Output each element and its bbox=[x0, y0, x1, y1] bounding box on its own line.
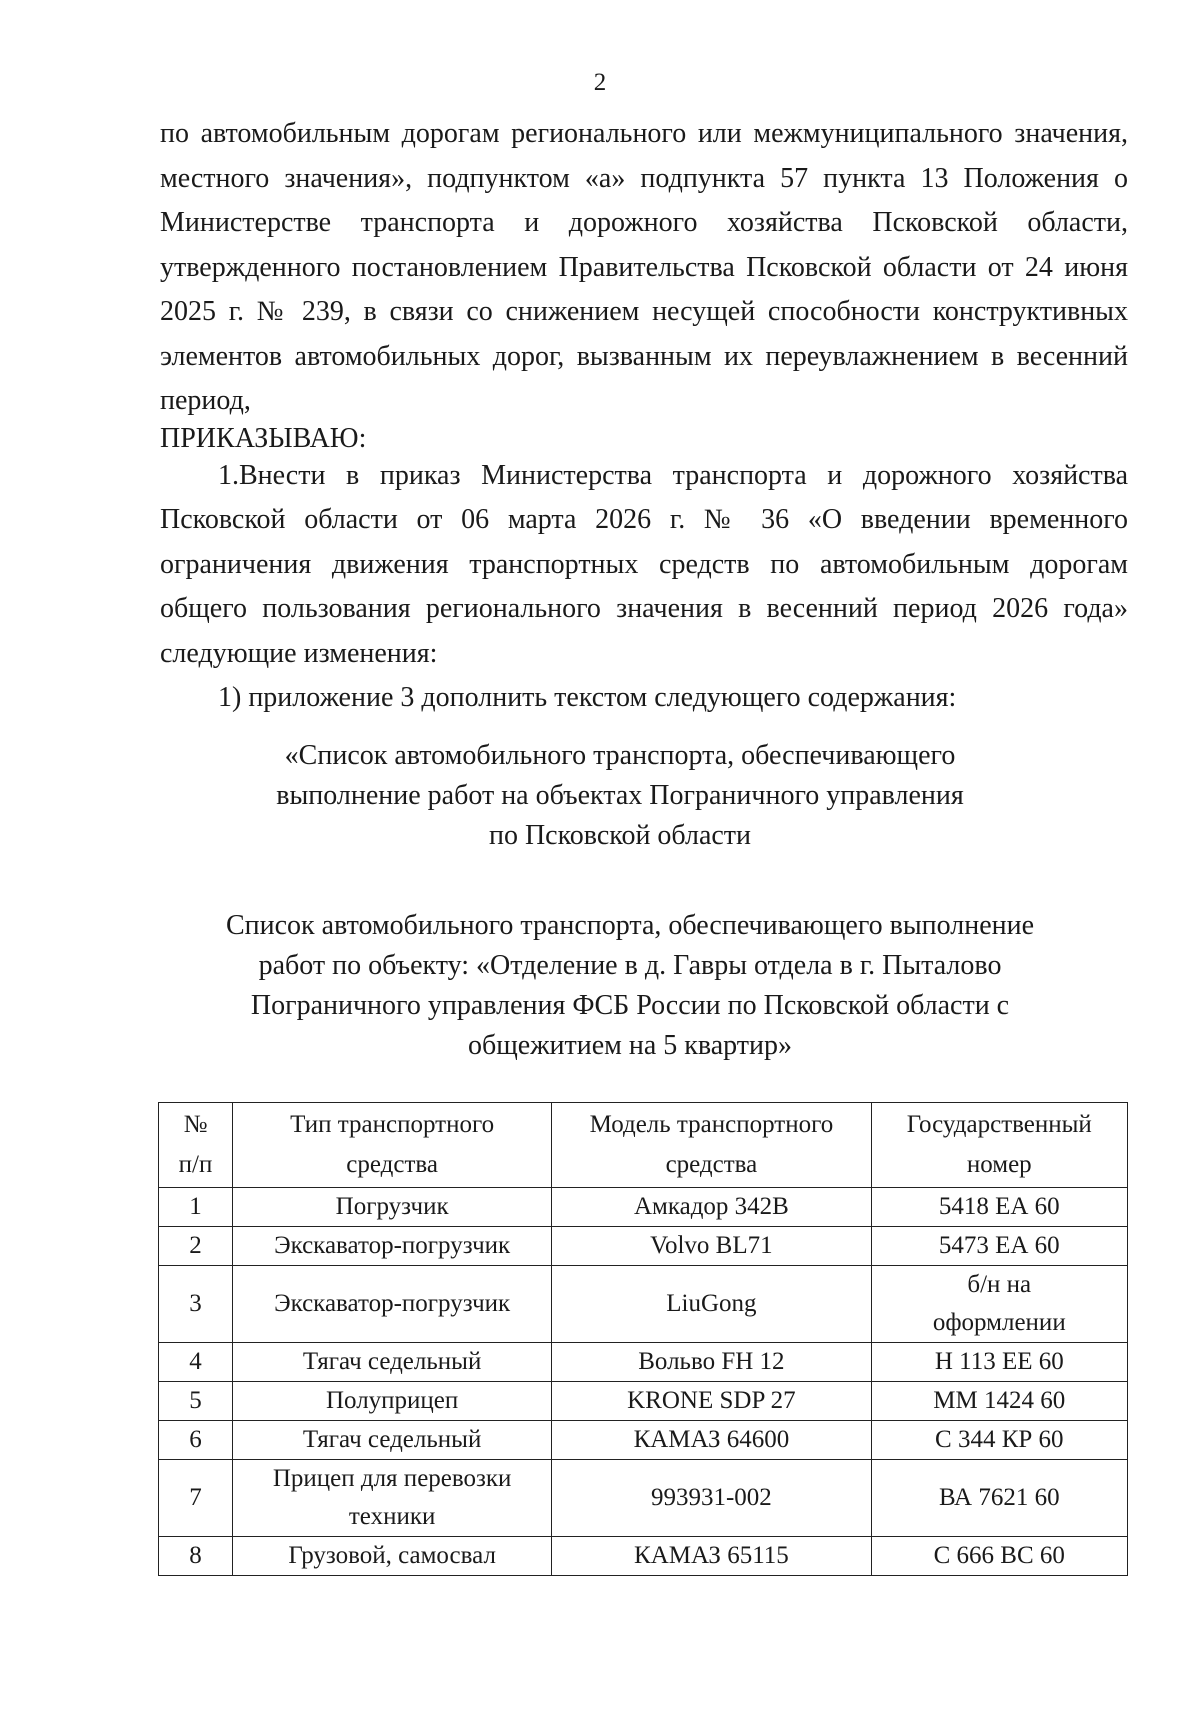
table-row bbox=[159, 1382, 1128, 1421]
cell-model: Амкадор 342В bbox=[552, 1188, 871, 1227]
table-row bbox=[159, 1227, 1128, 1266]
cell-number: 4 bbox=[159, 1343, 233, 1382]
cell-model: Volvo BL71 bbox=[552, 1227, 871, 1266]
header-text: Модель транспортного bbox=[589, 1111, 834, 1138]
table-row bbox=[159, 1421, 1128, 1460]
cell-type: Полуприцеп bbox=[232, 1382, 551, 1421]
cell-plate-line: б/н на bbox=[967, 1271, 1032, 1298]
header-vehicle-type bbox=[232, 1103, 551, 1188]
cell-plate: 5418 ЕА 60 bbox=[871, 1188, 1127, 1227]
header-text: средства bbox=[665, 1151, 758, 1178]
cell-plate: ММ 1424 60 bbox=[871, 1382, 1127, 1421]
order-body bbox=[160, 112, 1128, 721]
order-item-1: 1.Внести в приказ Министерства транспорта и дорожного хозяйства Псковской области от 06 марта 2026 г. № 36 «О введении временного ограничения движения транспортных средств по автомобильным дорогам общего пользования регионального значения в весенний период 2026 года» следующие изменения: bbox=[160, 459, 1128, 669]
cell-number: 8 bbox=[159, 1537, 233, 1576]
cell-plate: ВА 7621 60 bbox=[871, 1460, 1127, 1537]
cell-type bbox=[232, 1460, 551, 1537]
cell-type: Тягач седельный bbox=[232, 1343, 551, 1382]
header-vehicle-model bbox=[552, 1103, 871, 1188]
cell-model: LiuGong bbox=[552, 1266, 871, 1343]
cell-type: Тягач седельный bbox=[232, 1421, 551, 1460]
table-row bbox=[159, 1266, 1128, 1343]
cell-plate: С 666 ВС 60 bbox=[871, 1537, 1127, 1576]
cell-plate: Н 113 ЕЕ 60 bbox=[871, 1343, 1127, 1382]
cell-type: Экскаватор-погрузчик bbox=[232, 1266, 551, 1343]
cell-number: 7 bbox=[159, 1460, 233, 1537]
table-header-row bbox=[159, 1103, 1128, 1188]
cell-number: 3 bbox=[159, 1266, 233, 1343]
order-subitem-1: 1) приложение 3 дополнить текстом следующего содержания: bbox=[218, 682, 957, 713]
cell-number: 5 bbox=[159, 1382, 233, 1421]
list-subtitle-line: общежитием на 5 квартир» bbox=[467, 1030, 793, 1061]
cell-type: Грузовой, самосвал bbox=[232, 1537, 551, 1576]
header-text: п/п bbox=[178, 1151, 213, 1178]
order-word: ПРИКАЗЫВАЮ: bbox=[160, 422, 367, 454]
list-subtitle-line: работ по объекту: «Отделение в д. Гавры отдела в г. Пыталово bbox=[258, 950, 1002, 981]
cell-number: 1 bbox=[159, 1188, 233, 1227]
header-number bbox=[159, 1103, 233, 1188]
table-row bbox=[159, 1188, 1128, 1227]
table-row bbox=[159, 1537, 1128, 1576]
list-title bbox=[180, 736, 1060, 856]
cell-model: КАМАЗ 65115 bbox=[552, 1537, 871, 1576]
list-subtitle-line: Пограничного управления ФСБ России по Псковской области с bbox=[250, 990, 1010, 1021]
header-text: № bbox=[183, 1111, 208, 1138]
cell-type: Погрузчик bbox=[232, 1188, 551, 1227]
cell-model: Вольво FH 12 bbox=[552, 1343, 871, 1382]
vehicle-table bbox=[158, 1102, 1128, 1576]
header-text: номер bbox=[966, 1151, 1032, 1178]
header-text: средства bbox=[346, 1151, 438, 1178]
list-title-line: «Список автомобильного транспорта, обеспечивающего bbox=[284, 740, 956, 771]
cell-plate: С 344 КР 60 bbox=[871, 1421, 1127, 1460]
cell-plate-line: оформлении bbox=[932, 1309, 1066, 1336]
cell-type: Экскаватор-погрузчик bbox=[232, 1227, 551, 1266]
list-title-line: по Псковской области bbox=[488, 820, 752, 851]
list-subtitle bbox=[150, 906, 1110, 1066]
cell-model: КАМАЗ 64600 bbox=[552, 1421, 871, 1460]
header-text: Тип транспортного bbox=[290, 1111, 495, 1138]
cell-number: 6 bbox=[159, 1421, 233, 1460]
cell-type-line: техники bbox=[348, 1503, 436, 1530]
list-title-line: выполнение работ на объектах Пограничного управления bbox=[276, 780, 964, 811]
header-text: Государственный bbox=[906, 1111, 1092, 1138]
cell-plate bbox=[871, 1266, 1127, 1343]
list-subtitle-line: Список автомобильного транспорта, обеспечивающего выполнение bbox=[225, 910, 1035, 941]
page-number: 2 bbox=[593, 69, 607, 96]
table-row bbox=[159, 1343, 1128, 1382]
cell-model: KRONE SDP 27 bbox=[552, 1382, 871, 1421]
header-plate-number bbox=[871, 1103, 1127, 1188]
cell-number: 2 bbox=[159, 1227, 233, 1266]
table-row bbox=[159, 1460, 1128, 1537]
cell-model: 993931-002 bbox=[552, 1460, 871, 1537]
preamble-paragraph: по автомобильным дорогам регионального или межмуниципального значения, местного значения», подпунктом «а» подпункта 57 пункта 13 Положения о Министерстве транспорта и дорожного хозяйства Псковской области, утвержденного постановлением Правительства Псковской области от 24 июня 2025 г. № 239, в связи со снижением несущей способности конструктивных элементов автомобильных дорог, вызванным их переувлажнением в весенний период, bbox=[160, 118, 1128, 416]
cell-plate: 5473 ЕА 60 bbox=[871, 1227, 1127, 1266]
cell-type-line: Прицеп для перевозки bbox=[272, 1465, 512, 1492]
